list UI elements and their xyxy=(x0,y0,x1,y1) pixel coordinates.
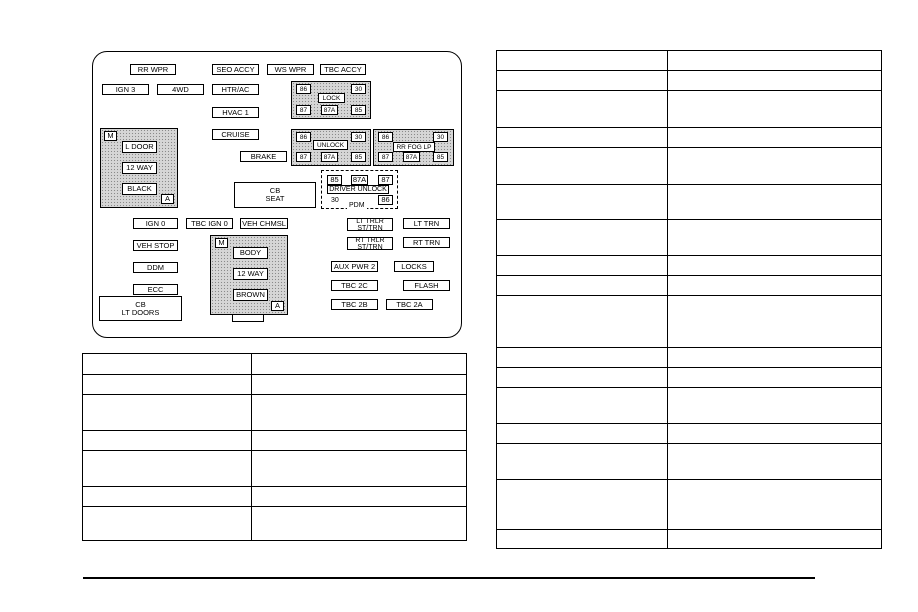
fuse-brake: BRAKE xyxy=(240,151,287,162)
fuse-ign0: IGN 0 xyxy=(133,218,178,229)
table-row xyxy=(497,347,881,348)
table-row xyxy=(497,529,881,530)
table-row xyxy=(497,367,881,368)
table-row xyxy=(497,127,881,128)
table-row xyxy=(497,423,881,424)
left-table-column-divider xyxy=(251,354,252,540)
table-row xyxy=(497,479,881,480)
left-block-a: A xyxy=(161,194,174,204)
body-block-a: A xyxy=(271,301,284,311)
rr-fog-relay-label: RR FOG LP xyxy=(393,142,435,152)
table-row xyxy=(497,90,881,91)
rr-fog-relay-87a: 87A xyxy=(403,152,420,162)
fuse-veh-chmsl: VEH CHMSL xyxy=(240,218,288,229)
fuse-ddm: DDM xyxy=(133,262,178,273)
table-row xyxy=(497,275,881,276)
table-row xyxy=(497,255,881,256)
table-row xyxy=(83,506,466,507)
right-table-column-divider xyxy=(667,51,668,548)
left-fuse-table xyxy=(82,353,467,541)
table-row xyxy=(83,450,466,451)
fuse-ign3: IGN 3 xyxy=(102,84,149,95)
unlock-relay-87: 87 xyxy=(296,152,311,162)
fuse-tbc2c: TBC 2C xyxy=(331,280,378,291)
left-block-12-way: 12 WAY xyxy=(122,162,157,174)
fuse-rr-wpr: RR WPR xyxy=(130,64,176,75)
fuse-htr-ac: HTR/AC xyxy=(212,84,259,95)
table-row xyxy=(83,394,466,395)
table-row xyxy=(497,219,881,220)
pdm-87: 87 xyxy=(378,175,393,185)
body-block-tab xyxy=(232,315,264,322)
pdm-driver-unlock: DRIVER UNLOCK xyxy=(327,185,389,194)
table-row xyxy=(497,295,881,296)
table-row xyxy=(497,387,881,388)
rr-fog-relay-85: 85 xyxy=(433,152,448,162)
fuse-aux-pwr2: AUX PWR 2 xyxy=(331,261,378,272)
fuse-ecc: ECC xyxy=(133,284,178,295)
fuse-tbc-ign0: TBC IGN 0 xyxy=(186,218,233,229)
table-row xyxy=(83,374,466,375)
table-row xyxy=(497,443,881,444)
lock-relay-86: 86 xyxy=(296,84,311,94)
body-block-body: BODY xyxy=(233,247,268,259)
fuse-veh-stop: VEH STOP xyxy=(133,240,178,251)
lock-relay-30: 30 xyxy=(351,84,366,94)
unlock-relay-label: UNLOCK xyxy=(313,140,348,150)
fuse-tbc2a: TBC 2A xyxy=(386,299,433,310)
fuse-locks: LOCKS xyxy=(394,261,434,272)
unlock-relay-30: 30 xyxy=(351,132,366,142)
lock-relay-87a: 87A xyxy=(321,105,338,115)
lock-relay-85: 85 xyxy=(351,105,366,115)
lock-relay-label: LOCK xyxy=(318,93,345,103)
left-block-l-door: L DOOR xyxy=(122,141,157,153)
body-block-12-way: 12 WAY xyxy=(233,268,268,280)
fuse-cruise: CRUISE xyxy=(212,129,259,140)
fuse-4wd: 4WD xyxy=(157,84,204,95)
lock-relay-87: 87 xyxy=(296,105,311,115)
table-row xyxy=(497,70,881,71)
table-row xyxy=(497,184,881,185)
pdm-label: PDM xyxy=(349,202,365,209)
fuse-lt-trn: LT TRN xyxy=(403,218,450,229)
pdm-85: 85 xyxy=(327,175,342,185)
fuse-ws-wpr: WS WPR xyxy=(267,64,314,75)
pdm-30: 30 xyxy=(331,197,339,204)
fuse-seo-accy: SEO ACCY xyxy=(212,64,259,75)
fuse-rt-trn: RT TRN xyxy=(403,237,450,248)
page-bottom-rule xyxy=(83,577,815,579)
cb-lt-doors: CB LT DOORS xyxy=(99,296,182,321)
left-block-m: M xyxy=(104,131,117,141)
pdm-86: 86 xyxy=(378,195,393,205)
unlock-relay-86: 86 xyxy=(296,132,311,142)
fuse-flash: FLASH xyxy=(403,280,450,291)
body-block-brown: BROWN xyxy=(233,289,268,301)
rr-fog-relay-86: 86 xyxy=(378,132,393,142)
rr-fog-relay-87: 87 xyxy=(378,152,393,162)
table-row xyxy=(83,430,466,431)
left-block-black: BLACK xyxy=(122,183,157,195)
pdm-87a: 87A xyxy=(352,175,367,184)
fuse-tbc-accy: TBC ACCY xyxy=(320,64,366,75)
fuse-rt-trlr-st-trn: RT TRLR ST/TRN xyxy=(347,237,393,250)
fuse-hvac1: HVAC 1 xyxy=(212,107,259,118)
body-block-m: M xyxy=(215,238,228,248)
fuse-tbc2b: TBC 2B xyxy=(331,299,378,310)
rr-fog-relay-30: 30 xyxy=(433,132,448,142)
fuse-lt-trlr-st-trn: LT TRLR ST/TRN xyxy=(347,218,393,231)
right-fuse-table xyxy=(496,50,882,549)
table-row xyxy=(497,147,881,148)
table-row xyxy=(83,486,466,487)
unlock-relay-85: 85 xyxy=(351,152,366,162)
unlock-relay-87a: 87A xyxy=(321,152,338,162)
cb-seat: CB SEAT xyxy=(234,182,316,208)
